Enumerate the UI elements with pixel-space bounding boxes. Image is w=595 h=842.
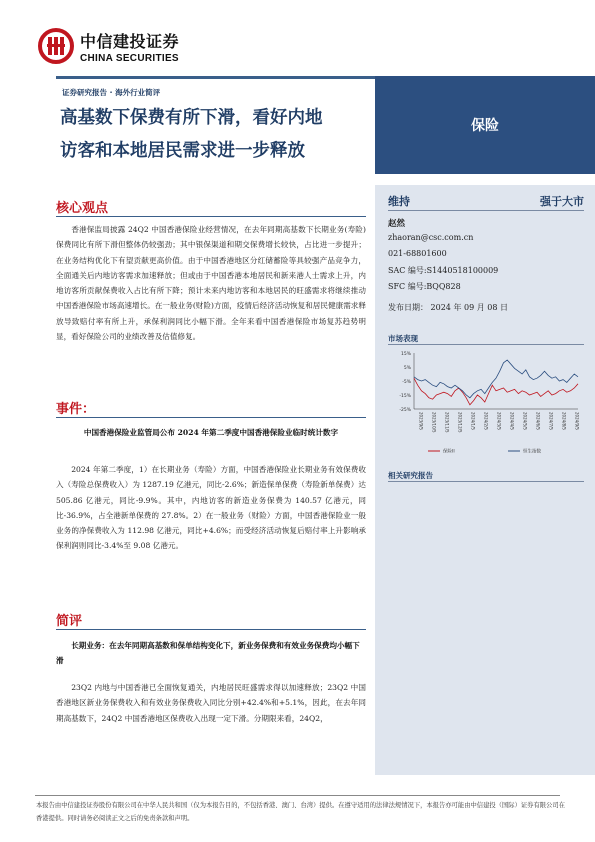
x-tick-label: 2024/6/5 [535,412,541,430]
market-performance-title: 市场表现 [388,334,418,343]
report-type: 证券研究报告 · 海外行业简评 [62,88,161,97]
sector-label: 保险 [471,118,499,134]
y-tick-label: 5% [403,366,411,371]
rating-divider [388,210,584,211]
legend-label: 保险II [443,449,455,455]
logo-english-name: CHINA SECURITIES [80,52,179,64]
review-text [56,680,366,726]
event-body: 2024 年第二季度，1）在长期业务（寿险）方面，中国香港保险业长期业务有效保费收入（寿险总保费收入）为 1287.19 亿港元，同比-2.6%；新造保单保费（寿险新单保费）达 505.86 亿港元，同比-9.9%。其中，内地访客的新造业务保费为 140.57 亿港元，同比-36.9%，占全港新单保费的 27.8%。2）在一般业务（财险）方面，中国香港保险业一般业务的净保费收入为 112.98 亿港元，同比+4.6%；而受经济活动恢复后赔付率上升影响承保利润则同比-3.4%至 9.08 亿港元。 [56,465,366,551]
review-subheading [56,638,366,669]
event-headline: 中国香港保险业监管局公布 2024 年第二季度中国香港保险业临时统计数字 [83,428,339,437]
rating-action: 维持 [388,195,410,208]
core-view-divider [56,216,366,217]
x-tick-label: 2024/2/5 [483,412,489,430]
x-tick-label: 2023/12/5 [457,412,463,433]
rating-row [388,193,584,209]
header-divider [56,76,375,79]
report-title-line-1: 高基数下保费有所下滑，看好内地 [60,108,323,128]
event-divider [56,417,366,418]
analyst-sac-number: SAC 编号:S1440518100009 [388,266,499,275]
logo-chinese-name: 中信建投证券 [80,31,180,51]
y-tick-label: -15% [399,394,411,399]
footer-divider [35,795,560,796]
analyst-email[interactable]: zhaoran@csc.com.cn [388,233,474,242]
review-heading: 简评 [56,614,83,629]
market-performance-chart [388,347,584,459]
review-subheading-text: 长期业务：在去年同期高基数和保单结构变化下，新业务保费和有效业务保费均小幅下滑 [56,641,360,666]
series-line-1 [414,378,578,405]
analyst-name: 赵然 [388,219,406,229]
event-text [56,462,366,554]
x-tick-label: 2024/8/5 [561,412,567,430]
report-title-line-2: 访客和本地居民需求进一步释放 [60,141,305,161]
x-tick-label: 2023/10/5 [431,412,437,433]
event-heading: 事件： [56,402,96,417]
x-tick-label: 2024/9/5 [574,412,580,430]
x-tick-label: 2024/1/5 [470,412,476,430]
x-tick-label: 2023/9/5 [418,412,424,430]
y-tick-label: -25% [399,408,411,413]
company-logo [38,28,179,64]
disclaimer-footer: 本报告由中信建投证券股份有限公司在中华人民共和国（仅为本报告目的，不包括香港、澳门、台湾）提供。在遵守适用的法律法规情况下，本报告亦可能由中信建投（国际）证券有限公司在香港提供。同时请务必阅读正文之后的免责条款和声明。 [36,802,565,822]
review-divider [56,629,366,630]
x-tick-label: 2024/3/5 [496,412,502,430]
series-line-2 [414,360,578,398]
legend-label: 恒生指数 [523,449,541,455]
x-tick-label: 2024/7/5 [548,412,554,430]
csc-logo-icon [38,28,74,64]
core-view-body: 香港保监局披露 24Q2 中国香港保险业经营情况，在去年同期高基数下长期业务(寿险)保费同比有所下滑但整体仍较强劲；其中银保渠道和期交保费增长较快，占比进一步提升；在业务结构优化下有望贡献更高价值。由于中国香港地区分红储蓄险等具较强产品竞争力，全面通关后内地访客需求加速释放；但或由于中国香港本地居民和新来港人士需求上升，内地访客所贡献保费收入占比有所下降；预计未来内地访客和本地居民的旺盛需求将继续推动中国香港保险市场高速增长。在一般业务(财险)方面，疫情后经济活动恢复和居民健康需求释放导致赔付率有所上升，承保利润同比小幅下滑。全年来看中国香港保险市场复苏趋势明显，看好保险公司的业绩改善及估值修复。 [56,225,366,342]
market-divider [388,344,584,345]
core-view-text [56,222,366,344]
core-view-heading: 核心观点 [56,201,109,216]
y-tick-label: -5% [402,380,411,385]
related-divider [388,481,584,482]
rating-value: 强于大市 [540,195,584,208]
x-tick-label: 2023/11/5 [444,412,450,433]
publish-date: 发布日期： 2024 年 09 月 08 日 [388,303,508,312]
analyst-phone: 021-68801600 [388,249,447,258]
sector-banner [375,76,595,174]
x-tick-label: 2024/5/5 [522,412,528,430]
y-tick-label: 15% [400,352,411,357]
review-body: 23Q2 内地与中国香港已全面恢复通关，内地居民旺盛需求得以加速释放；23Q2 中国香港地区新业务保费收入和有效业务保费收入同比分别+42.4%和+5.1%，因此，在去年同期高基数下，24Q2 中国香港地区保费收入出现一定下滑。分期限来看，24Q2， [56,683,366,723]
x-tick-label: 2024/4/5 [509,412,515,430]
analyst-sfc-number: SFC 编号:BQQ828 [388,282,461,291]
related-reports-title: 相关研究报告 [388,471,433,480]
